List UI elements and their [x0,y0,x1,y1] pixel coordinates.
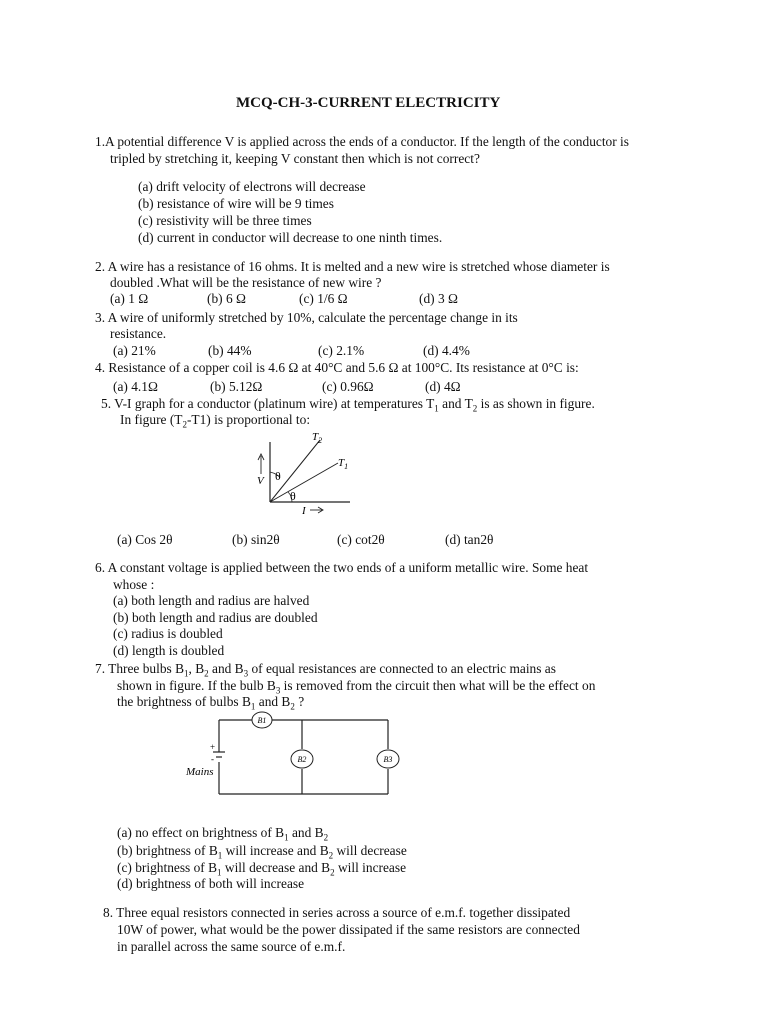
theta-upper: θ [275,469,281,483]
question-8-text-cont2: in parallel across the same source of e.m.f. [117,939,346,954]
bulb-b3-label: B3 [383,755,393,764]
option-a: (a) no effect on brightness of $B_1$ and $B_2$ [117,825,329,843]
option-d: (d) 3 Ω [419,291,458,306]
option-b: (b) resistance of wire will be 9 times [138,196,334,211]
i-label: I [302,505,306,517]
bulb-b2-label: B2 [297,755,307,764]
option-c: (c) radius is doubled [113,626,223,641]
question-6-text-cont: whose : [113,577,155,592]
option-c: (c) cot2θ [337,532,385,547]
page-title: MCQ-CH-3-CURRENT ELECTRICITY [236,95,501,111]
option-c: (c) brightness of $B_1$ will decrease and $B_2$ will increase [117,860,407,878]
question-4-text: 4. Resistance of a copper coil is 4.6 Ω at 40°C and 5.6 Ω at 100°C. Its resistance at 0°C is: [95,360,579,375]
question-7-text: 7. Three bulbs $B_1$, $B_2$ and $B_3$ of equal resistances are connected to an electric mains as [95,661,556,679]
question-3-text: 3. A wire of uniformly stretched by 10%, calculate the percentage change in its [95,310,518,325]
question-6-text: 6. A constant voltage is applied between the two ends of a uniform metallic wire. Some heat [95,560,589,575]
option-c: (c) resistivity will be three times [138,213,312,228]
option-c: (c) 2.1% [318,343,365,358]
question-7-text-cont: shown in figure. If the bulb $B_3$ is removed from the circuit then what will be the effect on [117,678,596,696]
option-a: (a) both length and radius are halved [113,593,310,608]
option-a: (a) drift velocity of electrons will decrease [138,179,366,194]
option-d: (d) 4.4% [423,343,470,358]
circuit-figure [180,710,420,800]
option-c: (c) 1/6 Ω [299,291,348,306]
question-1-text-cont: tripled by stretching it, keeping V constant then which is not correct? [110,151,480,166]
vi-graph-figure [250,430,380,520]
question-5-text: 5. V-I graph for a conductor (platinum wire) at temperatures $T_1$ and $T_2$ is as shown in figure. [101,396,595,414]
option-d: (d) 4Ω [425,379,461,394]
option-a: (a) 1 Ω [110,291,149,306]
question-1-text: 1.A potential difference V is applied across the ends of a conductor. If the length of the conductor is [95,134,629,149]
plus-sign: + [210,742,216,752]
question-2-text: 2. A wire has a resistance of 16 ohms. It is melted and a new wire is stretched whose diameter is [95,259,610,274]
option-b: (b) 6 Ω [207,291,246,306]
t1-label: $T_1$ [338,457,349,471]
question-8-text-cont: 10W of power, what would be the power dissipated if the same resistors are connected [117,922,580,937]
theta-lower: θ [290,489,296,503]
option-b: (b) brightness of $B_1$ will increase and $B_2$ will decrease [117,843,407,861]
option-b: (b) both length and radius are doubled [113,610,318,625]
question-5-text-cont: In figure $(T_2-T1)$ is proportional to: [120,412,311,430]
option-a: (a) Cos 2θ [117,532,173,547]
v-label: V [257,475,264,487]
option-a: (a) 21% [113,343,156,358]
option-d: (d) current in conductor will decrease to one ninth times. [138,230,443,245]
question-3-text-cont: resistance. [110,326,167,341]
t2-label: $T_2$ [312,431,323,445]
minus-sign: - [211,754,214,764]
option-d: (d) brightness of both will increase [117,876,305,891]
option-b: (b) 44% [208,343,252,358]
option-b: (b) sin2θ [232,532,280,547]
mains-label: Mains [186,766,214,778]
option-d: (d) length is doubled [113,643,225,658]
question-7-text-cont2: the brightness of bulbs $B_1$ and $B_2$ ? [117,694,305,712]
option-d: (d) tan2θ [445,532,494,547]
option-b: (b) 5.12Ω [210,379,263,394]
option-c: (c) 0.96Ω [322,379,374,394]
question-2-text-cont: doubled .What will be the resistance of new wire ? [110,275,382,290]
bulb-b1-label: B1 [257,716,267,725]
option-a: (a) 4.1Ω [113,379,158,394]
question-8-text: 8. Three equal resistors connected in series across a source of e.m.f. together dissipated [103,905,571,920]
